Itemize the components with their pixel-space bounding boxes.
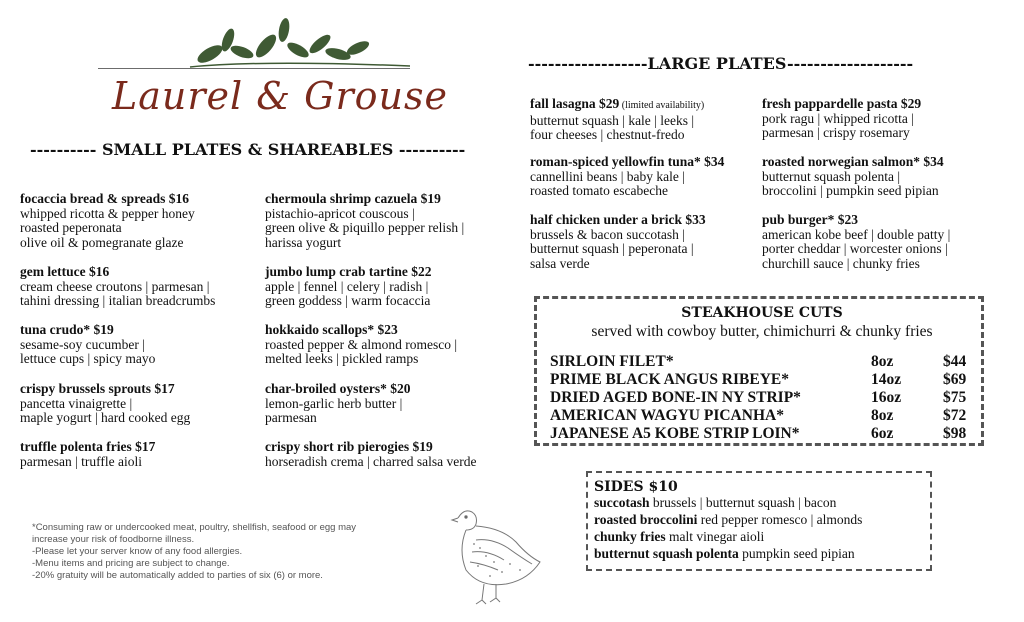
item-description: apple | fennel | celery | radish | (265, 278, 429, 294)
item-name (530, 155, 724, 170)
side-description: malt vinegar aioli (665, 529, 765, 544)
side-item (594, 512, 862, 528)
item-name (762, 213, 950, 228)
item-description: pancetta vinaigrette | (20, 395, 133, 411)
item-name (762, 97, 921, 112)
item-title: fresh pappardelle pasta $29 (762, 96, 922, 111)
item-description: harissa yogurt (265, 234, 342, 250)
item-name (265, 192, 464, 207)
small-plate-item (20, 382, 190, 426)
item-title: gem lettuce $16 (20, 264, 110, 279)
logo-rule (98, 68, 410, 69)
item-name (20, 323, 155, 338)
grouse-illustration (436, 500, 548, 608)
item-description: sesame-soy cucumber | (20, 336, 145, 352)
item-name (265, 382, 410, 397)
small-plate-item (265, 265, 432, 309)
item-description: cannellini beans | baby kale | (530, 168, 685, 184)
item-title: roasted norwegian salmon* $34 (762, 154, 944, 169)
item-title: chermoula shrimp cazuela $19 (265, 191, 441, 206)
small-plate-item (20, 440, 155, 469)
steak-cut-name: JAPANESE A5 KOBE STRIP LOIN* (550, 425, 800, 442)
steak-cut-price: $69 (943, 371, 967, 388)
steak-cut-size: 6oz (871, 425, 894, 442)
item-title: crispy short rib pierogies $19 (265, 439, 433, 454)
item-title: pub burger* $23 (762, 212, 859, 227)
small-plate-item (20, 265, 215, 309)
large-plate-item (530, 155, 724, 199)
item-description: green goddess | warm focaccia (265, 293, 431, 309)
steak-cut-name: AMERICAN WAGYU PICANHA* (550, 407, 784, 424)
steakhouse-box (534, 296, 984, 446)
large-plates-title: ------------------LARGE PLATES------------------- (528, 54, 914, 73)
item-description: lemon-garlic herb butter | (265, 395, 403, 411)
item-description: maple yogurt | hard cooked egg (20, 410, 191, 426)
disclaimer-line: increase your risk of foodborne illness. (32, 534, 195, 545)
item-description: melted leeks | pickled ramps (265, 351, 419, 367)
disclaimer-line: -20% gratuity will be automatically added to parties of six (6) or more. (32, 570, 323, 581)
steak-cut-name: DRIED AGED BONE-IN NY STRIP* (550, 389, 801, 406)
large-plate-item (762, 97, 921, 141)
item-description: american kobe beef | double patty | (762, 226, 951, 242)
item-description: roasted pepper & almond romesco | (265, 336, 458, 352)
item-title: jumbo lump crab tartine $22 (265, 264, 432, 279)
item-title: hokkaido scallops* $23 (265, 322, 398, 337)
item-name (762, 155, 944, 170)
steak-cut-name: PRIME BLACK ANGUS RIBEYE* (550, 371, 789, 388)
item-name (530, 97, 704, 114)
side-description: brussels | butternut squash | bacon (649, 495, 837, 510)
disclaimer-line: -Please let your server know of any food allergies. (32, 546, 243, 557)
disclaimer-line: *Consuming raw or undercooked meat, poultry, shellfish, seafood or egg may (32, 522, 357, 533)
item-name (20, 440, 155, 455)
steakhouse-subtitle: served with cowboy butter, chimichurri & chunky fries (591, 323, 933, 340)
steak-cut-size: 16oz (871, 389, 902, 406)
item-name (265, 323, 457, 338)
large-plate-item (762, 155, 944, 199)
small-plates-title: ---------- SMALL PLATES & SHAREABLES ---------- (30, 140, 466, 159)
item-name (265, 265, 432, 280)
item-description: parmesan (265, 410, 317, 426)
side-name: chunky fries (594, 529, 666, 544)
side-name: butternut squash polenta (594, 546, 739, 561)
small-plate-item (265, 323, 457, 367)
item-description: butternut squash | peperonata | (530, 241, 694, 257)
side-item (594, 495, 836, 511)
item-title: roman-spiced yellowfin tuna* $34 (530, 154, 725, 169)
restaurant-logo: Laurel & Grouse (112, 74, 449, 118)
steak-cut-price: $44 (943, 353, 967, 370)
disclaimer-line: -Menu items and pricing are subject to change. (32, 558, 230, 569)
steak-cut-price: $75 (943, 389, 967, 406)
item-title: char-broiled oysters* $20 (265, 381, 411, 396)
item-title: crispy brussels sprouts $17 (20, 381, 175, 396)
item-description: olive oil & pomegranate glaze (20, 234, 184, 250)
item-name (20, 382, 190, 397)
steak-cut-size: 8oz (871, 407, 894, 424)
item-description: parmesan | crispy rosemary (762, 125, 910, 141)
small-plate-item (265, 192, 464, 250)
steak-cut-price: $72 (943, 407, 967, 424)
small-plate-item (20, 192, 195, 250)
steak-cut-name: SIRLOIN FILET* (550, 353, 674, 370)
item-description: porter cheddar | worcester onions | (762, 241, 948, 257)
sides-box (586, 471, 932, 571)
item-description: butternut squash | kale | leeks | (530, 112, 695, 128)
item-description: broccolini | pumpkin seed pipian (762, 183, 939, 199)
item-description: lettuce cups | spicy mayo (20, 351, 156, 367)
sides-title: SIDES $10 (594, 479, 678, 495)
item-description: whipped ricotta & pepper honey (20, 205, 195, 221)
item-description: roasted tomato escabeche (530, 183, 668, 199)
small-plate-item (265, 382, 410, 426)
item-description: brussels & bacon succotash | (530, 226, 685, 242)
item-name (20, 265, 215, 280)
laurel-leaves-logo (180, 12, 420, 72)
steakhouse-title: STEAKHOUSE CUTS (681, 305, 843, 321)
side-name: roasted broccolini (594, 512, 698, 527)
item-description: green olive & piquillo pepper relish | (265, 220, 465, 236)
item-name (265, 440, 476, 455)
large-plate-item (762, 213, 950, 271)
item-title: half chicken under a brick $33 (530, 212, 706, 227)
item-description: butternut squash polenta | (762, 168, 901, 184)
item-name (530, 213, 706, 228)
item-note: (limited availability) (619, 100, 705, 111)
item-title: fall lasagna $29 (530, 96, 620, 111)
item-description: pistachio-apricot couscous | (265, 205, 415, 221)
small-plate-item (20, 323, 155, 367)
item-description: pork ragu | whipped ricotta | (762, 110, 914, 126)
item-description: tahini dressing | italian breadcrumbs (20, 293, 216, 309)
item-name (20, 192, 195, 207)
disclaimer (32, 522, 356, 582)
side-item (594, 546, 855, 562)
item-title: truffle polenta fries $17 (20, 439, 156, 454)
large-plate-item (530, 97, 704, 143)
large-plate-item (530, 213, 706, 271)
side-item (594, 529, 764, 545)
steak-cut-size: 8oz (871, 353, 894, 370)
steak-cut-size: 14oz (871, 371, 902, 388)
side-name: succotash (594, 495, 650, 510)
small-plate-item (265, 440, 476, 469)
side-description: pumpkin seed pipian (738, 546, 855, 561)
item-title: focaccia bread & spreads $16 (20, 191, 189, 206)
item-description: four cheeses | chestnut-fredo (530, 127, 685, 143)
item-description: cream cheese croutons | parmesan | (20, 278, 210, 294)
item-title: tuna crudo* $19 (20, 322, 114, 337)
item-description: horseradish crema | charred salsa verde (265, 453, 477, 469)
item-description: churchill sauce | chunky fries (762, 255, 920, 271)
steak-cut-price: $98 (943, 425, 967, 442)
item-description: salsa verde (530, 255, 590, 271)
item-description: roasted peperonata (20, 220, 122, 236)
item-description: parmesan | truffle aioli (20, 453, 143, 469)
side-description: red pepper romesco | almonds (697, 512, 863, 527)
